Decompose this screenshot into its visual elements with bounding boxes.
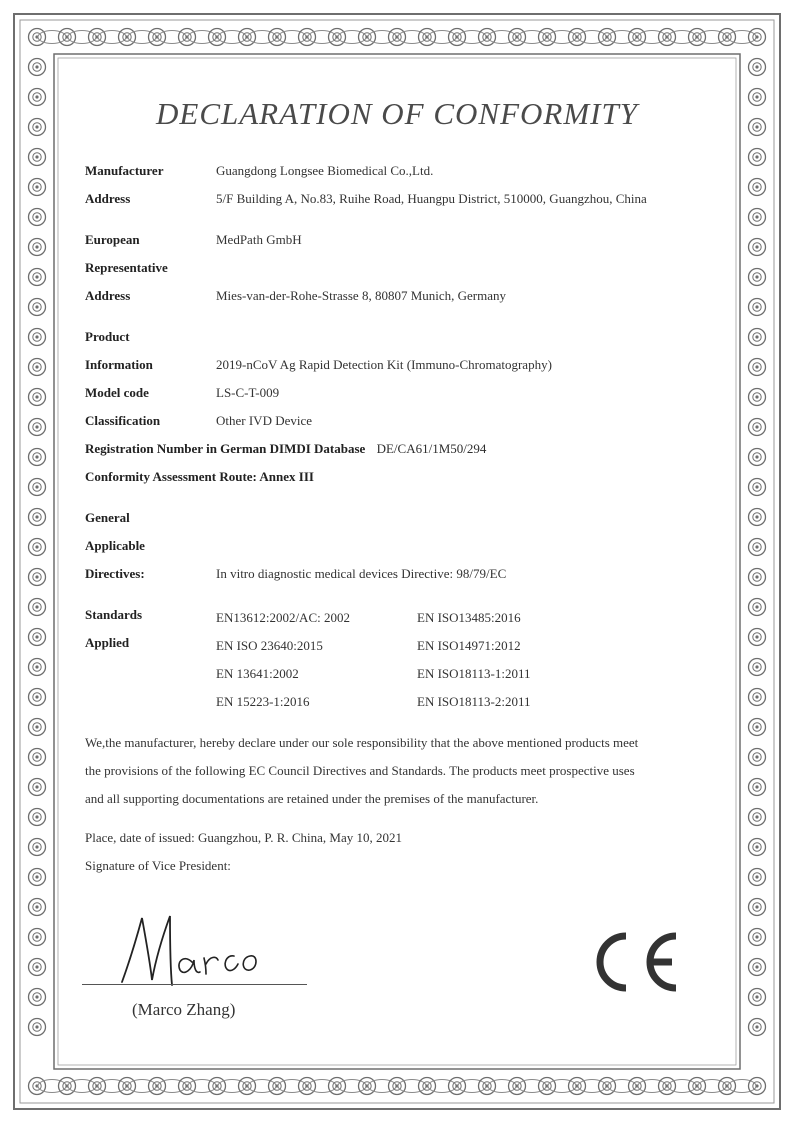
representative-label-1: European: [85, 232, 140, 247]
signature-line: [82, 984, 307, 985]
registration-label: Registration Number in German DIMDI Database: [85, 441, 366, 456]
signature-icon: [100, 910, 300, 990]
statement-line: the provisions of the following EC Council Directives and Standards. The products meet prospective uses: [85, 763, 635, 778]
representative-address-label: Address: [85, 288, 131, 303]
manufacturer-address-label: Address: [85, 191, 131, 206]
signatory-name: (Marco Zhang): [132, 1000, 236, 1019]
standard-item: EN ISO13485:2016: [417, 610, 521, 625]
product-label-1: Product: [85, 329, 130, 344]
standards-label-2: Applied: [85, 635, 130, 650]
standard-item: EN 15223-1:2016: [216, 694, 310, 709]
standard-item: EN ISO18113-2:2011: [417, 694, 531, 709]
manufacturer-address-value: 5/F Building A, No.83, Ruihe Road, Huangpu District, 510000, Guangzhou, China: [216, 191, 647, 206]
model-code-label: Model code: [85, 385, 149, 400]
directives-label-1: General: [85, 510, 130, 525]
standards-label-1: Standards: [85, 607, 143, 622]
standard-item: EN ISO18113-1:2011: [417, 666, 531, 681]
document-title: DECLARATION OF CONFORMITY: [156, 96, 638, 131]
product-label-2: Information: [85, 357, 153, 372]
classification-value: Other IVD Device: [216, 413, 313, 428]
standard-item: EN ISO 23640:2015: [216, 638, 323, 653]
ce-mark-icon: [588, 930, 684, 994]
representative-label-2: Representative: [85, 260, 168, 275]
manufacturer-label: Manufacturer: [85, 163, 164, 178]
directives-label-3: Directives:: [85, 566, 145, 581]
directives-value: In vitro diagnostic medical devices Directive: 98/79/EC: [216, 566, 507, 581]
registration-row: [85, 441, 486, 457]
directives-label-2: Applicable: [85, 538, 145, 553]
statement-line: We,the manufacturer, hereby declare under our sole responsibility that the above mentioned products meet: [85, 735, 639, 750]
standard-item: EN ISO14971:2012: [417, 638, 521, 653]
signature-label: Signature of Vice President:: [85, 858, 231, 873]
statement-line: and all supporting documentations are retained under the premises of the manufacturer.: [85, 791, 539, 806]
manufacturer-value: Guangdong Longsee Biomedical Co.,Ltd.: [216, 163, 434, 178]
registration-value: DE/CA61/1M50/294: [376, 441, 487, 456]
standard-item: EN13612:2002/AC: 2002: [216, 610, 350, 625]
conformity-route: Conformity Assessment Route: Annex III: [85, 469, 314, 484]
standard-item: EN 13641:2002: [216, 666, 299, 681]
representative-value: MedPath GmbH: [216, 232, 302, 247]
place-date: Place, date of issued: Guangzhou, P. R. China, May 10, 2021: [85, 830, 403, 845]
product-value: 2019-nCoV Ag Rapid Detection Kit (Immuno-Chromatography): [216, 357, 552, 372]
classification-label: Classification: [85, 413, 161, 428]
model-code-value: LS-C-T-009: [216, 385, 280, 400]
representative-address-value: Mies-van-der-Rohe-Strasse 8, 80807 Munich, Germany: [216, 288, 507, 303]
